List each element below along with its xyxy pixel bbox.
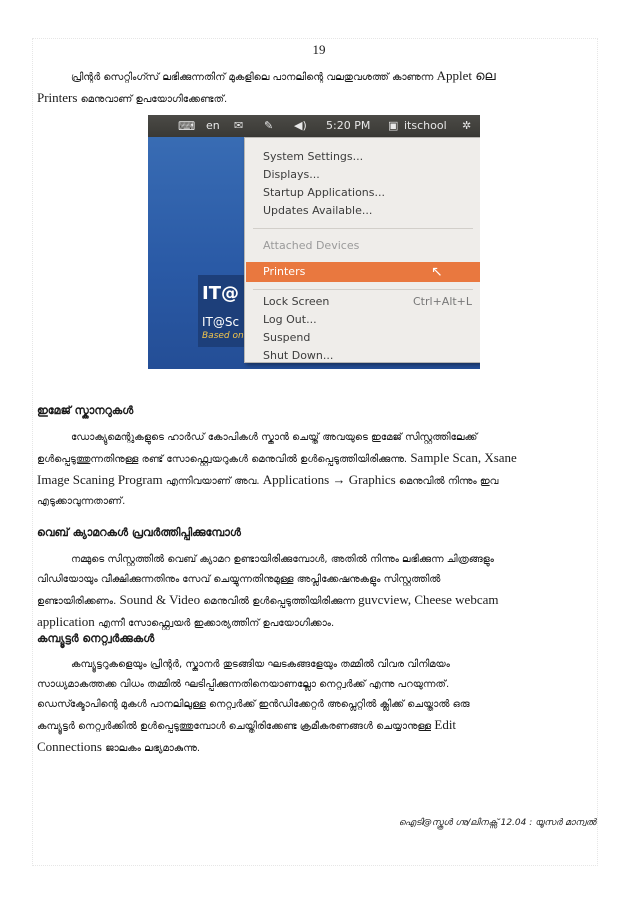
scanner-line-4: എടുക്കാവുന്നതാണ്. [37,496,126,507]
intro-text-ml-2: മെനുവാണ് ഉപയോഗിക്കേണ്ടത്. [80,94,228,105]
webcam-paragraph [37,550,597,634]
webcam-line-3b: മെനുവിൽ ഉൾപ്പെടുത്തിയിരിക്കുന്ന [203,596,355,607]
language-indicator: en [206,119,220,132]
network-line-5: ജാലകം ലഭ്യമാകുന്നു. [105,743,200,754]
heading-web-cameras: വെബ് ക്യാമറകൾ പ്രവർത്തിപ്പിക്കുമ്പോൾ [37,526,241,539]
scanner-app-name: Image Scaning Program [37,472,163,487]
system-menu [244,137,480,363]
lock-shortcut: Ctrl+Alt+L [413,295,473,308]
webcam-apps-en: guvcview, Cheese webcam [358,592,499,607]
webcam-line-2: വിഡിയോയും വീക്ഷിക്കുന്നതിനും സേവ് ചെയ്യുന്നതിനുമുള്ള അപ്ലിക്കേഷനുകളും സിസ്റ്റത്തിൽ [37,574,441,585]
logo-text: IT@ [202,283,239,304]
menu-item-shut-down[interactable]: Shut Down... [263,349,334,362]
volume-icon: ◀) [294,119,307,132]
webcam-line-1: നമ്മുടെ സിസ്റ്റത്തിൽ വെബ് ക്യാമറ ഉണ്ടായിരിക്കുമ്പോൾ, അതിൽ നിന്നും ലഭിക്കുന്ന ചിത്രങ്ങളും [71,554,494,565]
scanner-line-1: ഡോക്യുമെന്റുകളുടെ ഹാർഡ് കോപികൾ സ്കാൻ ചെയ്ത് അവയുടെ ഇമേജ് സിസ്റ്റത്തിലേക്ക് [71,432,478,443]
webcam-application-en: application [37,614,95,629]
intro-text-ml: പ്രിന്റർ സെറ്റിംഗ്സ് ലഭിക്കുന്നതിന് മുകളിലെ പാനലിന്റെ വലതുവശത്ത് കാണുന്ന [71,72,434,83]
menu-separator [253,228,473,229]
logo-subtext: IT@Sc [202,315,240,329]
webcam-line-3a: ഉണ്ടായിരിക്കണം. [37,596,117,607]
heading-image-scanners: ഇമേജ് സ്കാനറുകൾ [37,404,134,417]
scanner-apps-en: Sample Scan, Xsane [410,450,517,465]
panel-clock: 5:20 PM [326,119,371,132]
network-line-1: കമ്പ്യൂട്ടറുകളെയും പ്രിന്റർ, സ്കാനർ തുടങ്ങിയ ഘടകങ്ങളേയും തമ്മിൽ വിവര വിനിമയം [71,659,450,670]
network-icon: ✎ [264,119,274,132]
menu-item-log-out[interactable]: Log Out... [263,313,317,326]
top-panel [148,115,480,137]
webcam-menu-name: Sound & Video [119,592,201,607]
page-number: 19 [312,42,326,57]
mail-icon: ✉ [234,119,244,132]
heading-computer-networks: കമ്പ്യൂട്ടർ നെറ്റ്വർക്കുകൾ [37,632,155,645]
menu-item-printers[interactable]: Printers [263,265,306,278]
user-icon: ▣ [388,119,399,132]
intro-text-en: Applet ലെ [436,68,496,83]
menu-item-updates-available[interactable]: Updates Available... [263,204,373,217]
indicator-menu-screenshot [148,115,480,369]
intro-paragraph [37,66,597,110]
menu-item-attached-devices: Attached Devices [263,239,360,252]
mouse-pointer-icon: ↖ [431,264,443,280]
scanner-menu-path: Applications → Graphics [262,472,396,487]
menu-item-suspend[interactable]: Suspend [263,331,311,344]
menu-item-lock-screen[interactable]: Lock Screen [263,295,330,308]
network-line-4: കമ്പ്യൂട്ടർ നെറ്റ്വർക്കിൽ ഉൾപ്പെടുത്തുമ്പോൾ ചെയ്തിരിക്കേണ്ട ക്രമീകരണങ്ങൾ ചെയ്യാനുള്ള [37,721,432,732]
network-line-3: ഡെസ്ക്ടോപിന്റെ മുകൾ പാനലിലുള്ള നെറ്റ്വർക്ക് ഇൻഡിക്കേറ്റർ അപ്ലെറ്റിൽ ക്ലിക്ക് ചെയ്താൽ ഒരു [37,699,470,710]
logo-based-on: Based on [202,331,244,341]
webcam-line-4: എന്നീ സോഫ്റ്റ്വെയർ ഇക്കാര്യത്തിന് ഉപയോഗിക്കാം. [97,618,335,629]
menu-item-displays[interactable]: Displays... [263,168,320,181]
gear-icon: ✲ [462,119,472,132]
network-line-2: സാധ്യമാകത്തക്ക വിധം തമ്മിൽ ഘടിപ്പിക്കുന്നതിനെയാണല്ലോ നെറ്റ്വർക്ക് എന്നു പറയുന്നത്. [37,679,450,690]
scanner-paragraph [37,428,597,512]
network-paragraph [37,655,597,759]
menu-item-startup-applications[interactable]: Startup Applications... [263,186,386,199]
keyboard-icon: ⌨ [178,119,196,133]
scanner-line-3b: മെനുവിൽ നിന്നും ഇവ [398,476,499,487]
page-footer: ഐടി@സ്കൂൾ ഗ്നു/ലിനക്സ് 12.04 : യൂസർ മാന്വൽ [398,818,596,828]
menu-separator [253,289,473,290]
network-edit-en: Edit [434,717,457,732]
intro-printers: Printers [37,90,78,105]
scanner-line-2: ഉൾപ്പെടുത്തുന്നതിനുള്ള രണ്ട് സോഫ്റ്റ്വെയറുകൾ മെനുവിൽ ഉൾപ്പെടുത്തിയിരിക്കുന്നു. [37,454,408,465]
panel-username: itschool [404,119,447,132]
menu-item-system-settings[interactable]: System Settings... [263,150,364,163]
scanner-line-3a: എന്നിവയാണ് അവ. [165,476,260,487]
network-connections-en: Connections [37,739,102,754]
